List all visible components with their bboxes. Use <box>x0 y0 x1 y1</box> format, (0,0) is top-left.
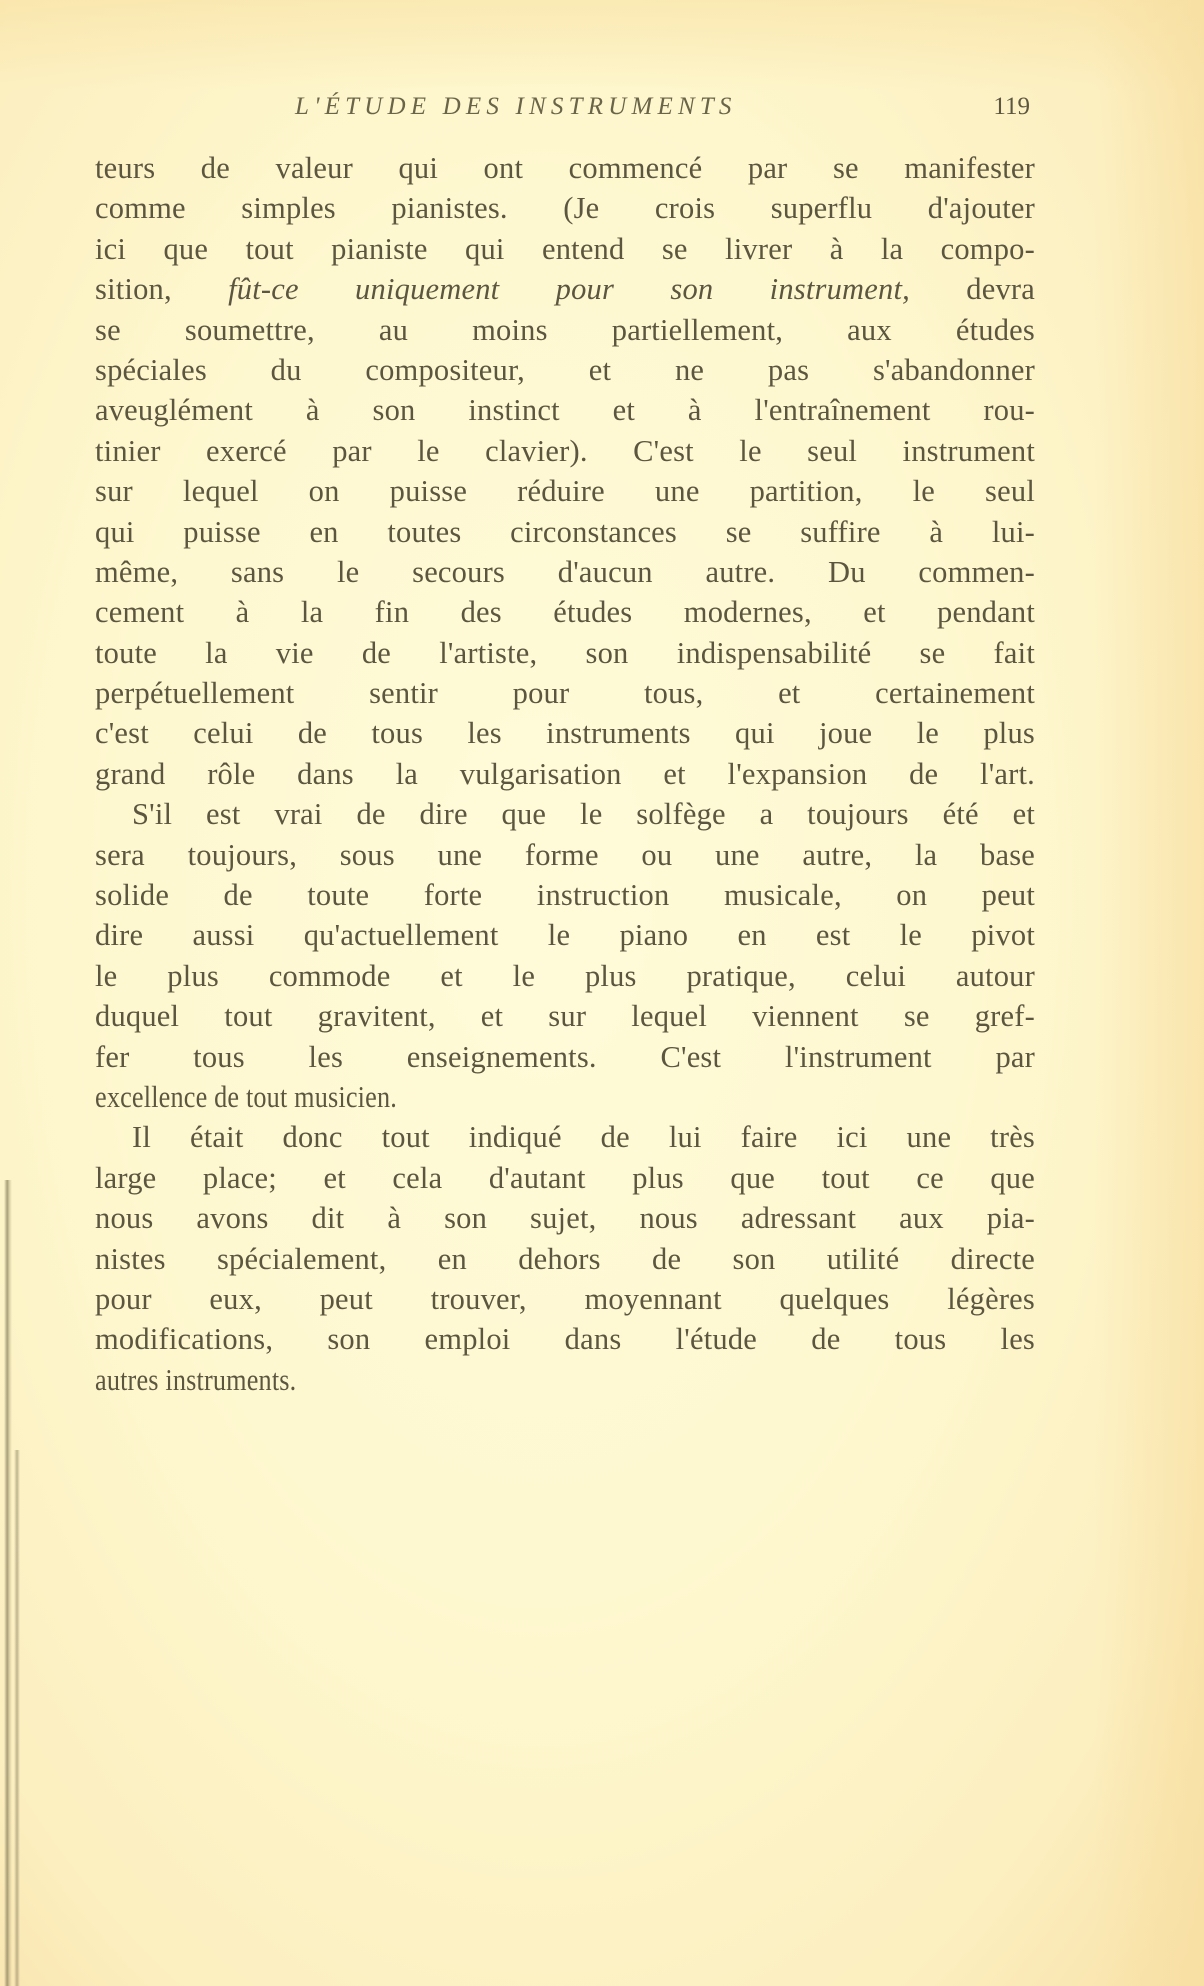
text-line: solide de toute forte instruction musicale, on peut <box>95 878 1035 913</box>
text-line: pour eux, peut trouver, moyennant quelques légères <box>95 1281 1035 1316</box>
text-line: toute la vie de l'artiste, son indispensabilité se fait <box>95 635 1035 670</box>
page-top-shade <box>0 0 1204 90</box>
text-line: teurs de valeur qui ont commencé par se manifester <box>95 151 1035 185</box>
text-span: devra <box>909 272 1035 307</box>
text-line: perpétuellement sentir pour tous, et certainement <box>95 676 1035 711</box>
text-line: même, sans le secours d'aucun autre. Du commen- <box>95 554 1035 589</box>
text-line: se soumettre, au moins partiellement, aux études <box>95 312 1035 347</box>
text-span: sition, <box>95 272 229 307</box>
text-line: le plus commode et le plus pratique, celui autour <box>95 958 1035 993</box>
text-line: grand rôle dans la vulgarisation et l'expansion de l'art. <box>95 756 1035 791</box>
binding-edge-line <box>4 1180 12 1986</box>
text-line: Il était donc tout indiqué de lui faire ici une très <box>132 1120 1035 1155</box>
paragraph <box>95 794 1035 1117</box>
text-line: S'il est vrai de dire que le solfège a toujours été et <box>132 797 1035 832</box>
running-head-title: L'ÉTUDE DES INSTRUMENTS <box>295 93 737 120</box>
text-line: fer tous les enseignements. C'est l'instrument par <box>95 1039 1035 1074</box>
text-line: qui puisse en toutes circonstances se suffire à lui- <box>95 514 1035 549</box>
binding-edge-line-secondary <box>14 1450 20 1986</box>
paragraph <box>95 148 1035 794</box>
paragraph <box>95 1117 1035 1400</box>
body-text <box>95 148 1035 1400</box>
text-line: ici que tout pianiste qui entend se livrer à la compo- <box>95 231 1035 266</box>
text-line: autres instruments. <box>95 1362 297 1397</box>
text-line: tinier exercé par le clavier). C'est le seul instrument <box>95 433 1035 468</box>
page-number: 119 <box>993 93 1030 120</box>
text-line: excellence de tout musicien. <box>95 1079 397 1114</box>
text-line: dire aussi qu'actuellement le piano en est le pivot <box>95 918 1035 953</box>
running-head <box>95 93 1030 125</box>
text-line: nous avons dit à son sujet, nous adressant aux pia- <box>95 1201 1035 1236</box>
text-line: duquel tout gravitent, et sur lequel viennent se gref- <box>95 999 1035 1034</box>
text-line: spéciales du compositeur, et ne pas s'abandonner <box>95 352 1035 387</box>
text-line: sera toujours, sous une forme ou une autre, la base <box>95 837 1035 872</box>
text-line: nistes spécialement, en dehors de son utilité directe <box>95 1241 1035 1276</box>
page-edge-shade <box>1094 0 1204 1986</box>
text-line: large place; et cela d'autant plus que tout ce que <box>95 1160 1035 1195</box>
text-line: modifications, son emploi dans l'étude de tous les <box>95 1322 1035 1357</box>
text-line: c'est celui de tous les instruments qui joue le plus <box>95 716 1035 751</box>
text-line: cement à la fin des études modernes, et pendant <box>95 595 1035 630</box>
italic-emphasis: fût-ce uniquement pour son instrument, <box>228 272 910 307</box>
text-line <box>95 269 1035 309</box>
text-line: aveuglément à son instinct et à l'entraînement rou- <box>95 393 1035 428</box>
text-line: sur lequel on puisse réduire une partition, le seul <box>95 474 1035 509</box>
text-line: comme simples pianistes. (Je crois superflu d'ajouter <box>95 191 1035 226</box>
